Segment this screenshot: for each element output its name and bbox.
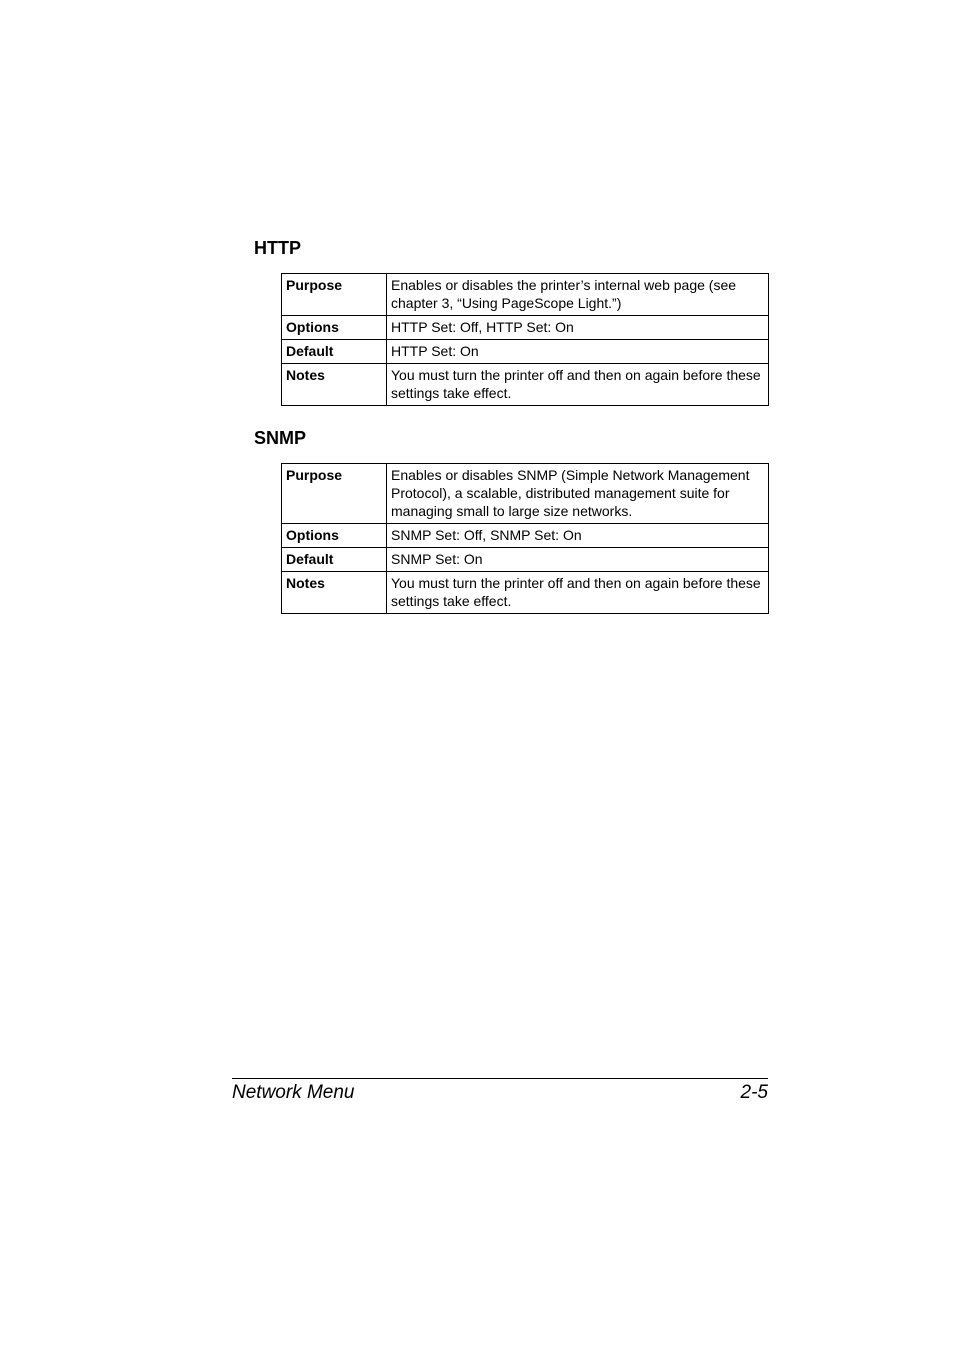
row-value: Enables or disables SNMP (Simple Network Management Protocol), a scalable, distributed management suite for managing small to large size networks. <box>387 464 769 524</box>
row-value: SNMP Set: On <box>387 548 769 572</box>
footer-page-number: 2-5 <box>740 1082 768 1103</box>
footer-chapter-title: Network Menu <box>232 1082 355 1103</box>
row-value: HTTP Set: On <box>387 340 769 364</box>
table-row-default <box>282 548 769 572</box>
row-value: HTTP Set: Off, HTTP Set: On <box>387 316 769 340</box>
table-row-options <box>282 316 769 340</box>
row-label: Purpose <box>282 274 387 316</box>
footer-divider <box>232 1078 768 1079</box>
row-label: Options <box>282 524 387 548</box>
snmp-settings-table <box>281 463 769 614</box>
row-label: Notes <box>282 572 387 614</box>
row-value: You must turn the printer off and then on again before these settings take effect. <box>387 364 769 406</box>
table-row-purpose <box>282 274 769 316</box>
table-row-notes <box>282 572 769 614</box>
table-row-notes <box>282 364 769 406</box>
row-label: Notes <box>282 364 387 406</box>
table-row-default <box>282 340 769 364</box>
row-label: Options <box>282 316 387 340</box>
table-row-options <box>282 524 769 548</box>
row-value: Enables or disables the printer’s internal web page (see chapter 3, “Using PageScope Light.”) <box>387 274 769 316</box>
http-settings-table <box>281 273 769 406</box>
row-value: You must turn the printer off and then on again before these settings take effect. <box>387 572 769 614</box>
section-heading-snmp: SNMP <box>254 428 307 448</box>
row-label: Default <box>282 548 387 572</box>
section-heading-http: HTTP <box>254 238 301 258</box>
row-label: Purpose <box>282 464 387 524</box>
row-label: Default <box>282 340 387 364</box>
table-row-purpose <box>282 464 769 524</box>
row-value: SNMP Set: Off, SNMP Set: On <box>387 524 769 548</box>
